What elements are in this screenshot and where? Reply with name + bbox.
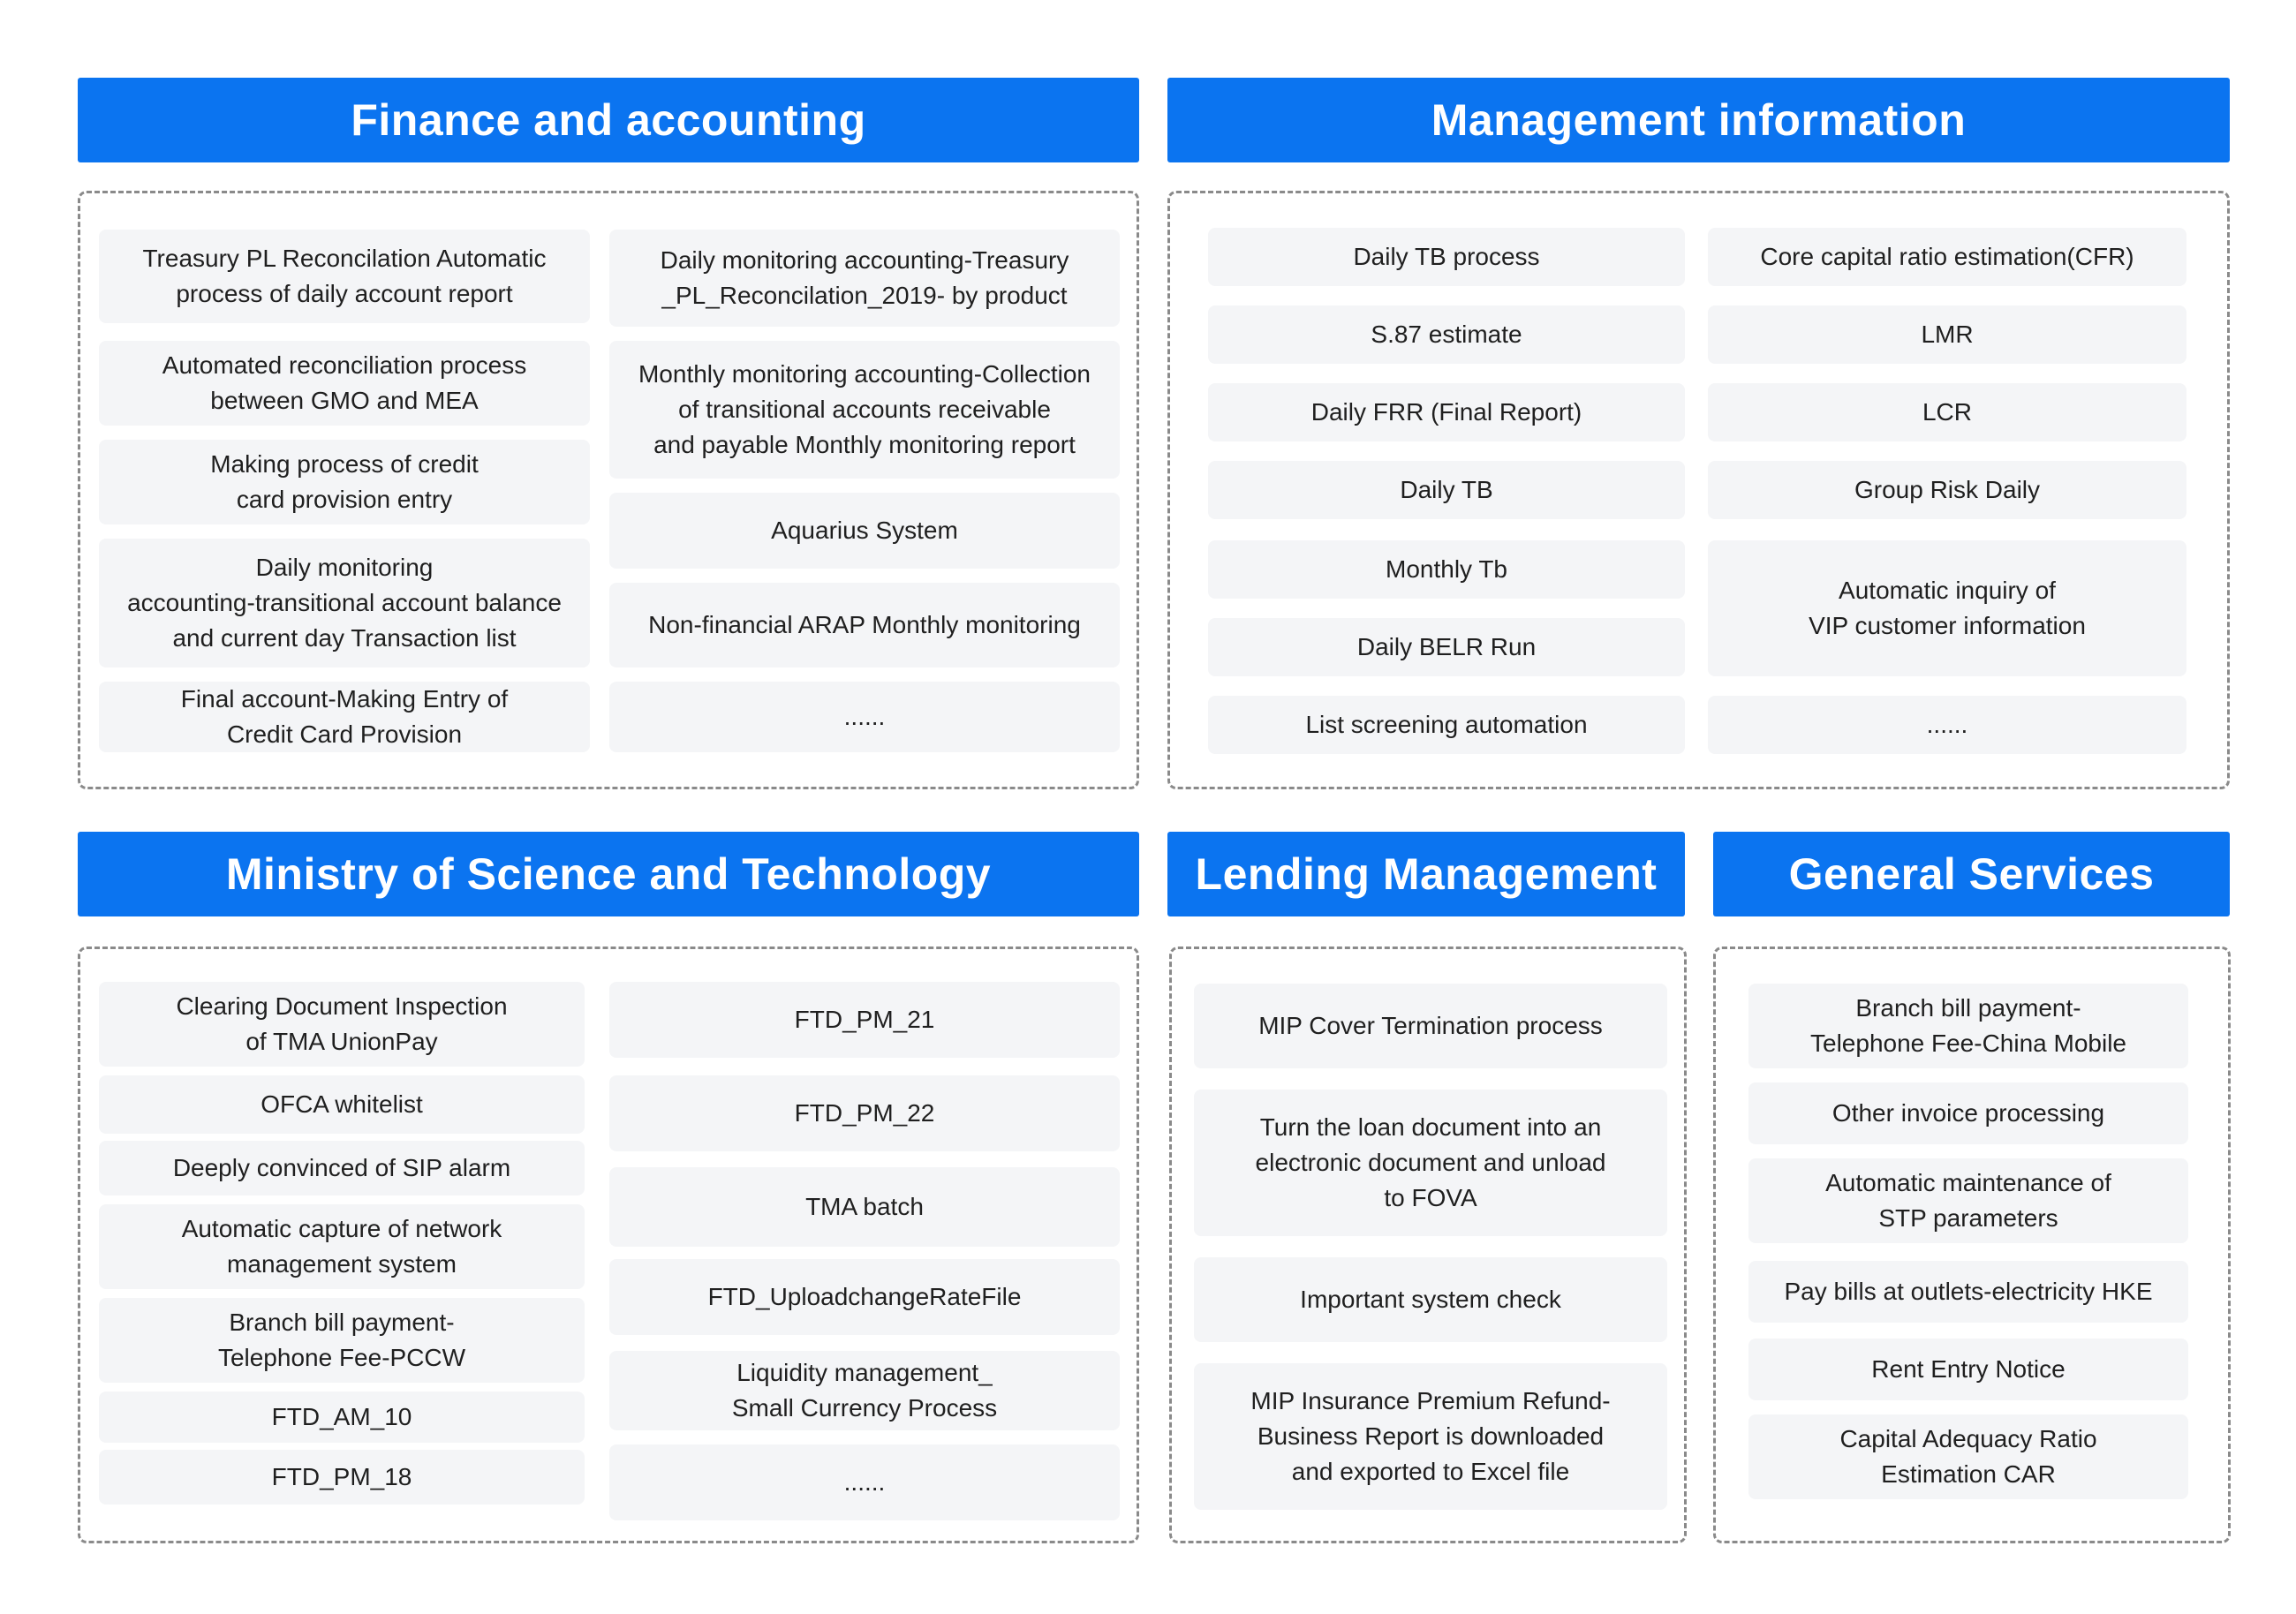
general-item: Pay bills at outlets-electricity HKE xyxy=(1748,1261,2188,1323)
general-item: Automatic maintenance of STP parameters xyxy=(1748,1158,2188,1243)
finance-item: Daily monitoring accounting-transitional account balance and current day Transaction list xyxy=(99,539,590,667)
finance-item: Treasury PL Reconcilation Automatic process of daily account report xyxy=(99,230,590,323)
management-item: List screening automation xyxy=(1208,696,1685,754)
lending-item: Turn the loan document into an electronic document and unload to FOVA xyxy=(1194,1090,1667,1236)
lending-header: Lending Management xyxy=(1167,832,1685,916)
ministry-item: FTD_PM_18 xyxy=(99,1450,585,1505)
general-item: Capital Adequacy Ratio Estimation CAR xyxy=(1748,1414,2188,1499)
general-item: Other invoice processing xyxy=(1748,1082,2188,1144)
management-item: LCR xyxy=(1708,383,2186,441)
management-item: Daily TB xyxy=(1208,461,1685,519)
lending-item: Important system check xyxy=(1194,1257,1667,1342)
management-item: S.87 estimate xyxy=(1208,305,1685,364)
management-item: Group Risk Daily xyxy=(1708,461,2186,519)
finance-item: ...... xyxy=(609,682,1120,752)
management-item: Daily FRR (Final Report) xyxy=(1208,383,1685,441)
ministry-item: Deeply convinced of SIP alarm xyxy=(99,1141,585,1195)
lending-item: MIP Cover Termination process xyxy=(1194,984,1667,1068)
finance-item: Making process of credit card provision entry xyxy=(99,440,590,524)
ministry-item: FTD_AM_10 xyxy=(99,1392,585,1443)
ministry-header: Ministry of Science and Technology xyxy=(78,832,1139,916)
management-item: Core capital ratio estimation(CFR) xyxy=(1708,228,2186,286)
general-header: General Services xyxy=(1713,832,2230,916)
finance-header: Finance and accounting xyxy=(78,78,1139,162)
ministry-item: FTD_UploadchangeRateFile xyxy=(609,1259,1120,1335)
ministry-item: Automatic capture of network management system xyxy=(99,1204,585,1289)
ministry-item: Clearing Document Inspection of TMA UnionPay xyxy=(99,982,585,1067)
general-item: Branch bill payment- Telephone Fee-China Mobile xyxy=(1748,984,2188,1068)
ministry-item: TMA batch xyxy=(609,1167,1120,1247)
general-item: Rent Entry Notice xyxy=(1748,1339,2188,1400)
ministry-item: OFCA whitelist xyxy=(99,1075,585,1134)
management-item: ...... xyxy=(1708,696,2186,754)
ministry-item: Branch bill payment- Telephone Fee-PCCW xyxy=(99,1298,585,1383)
finance-item: Aquarius System xyxy=(609,493,1120,569)
finance-item: Daily monitoring accounting-Treasury _PL_Reconcilation_2019- by product xyxy=(609,230,1120,327)
management-item: Monthly Tb xyxy=(1208,540,1685,599)
management-item: Daily TB process xyxy=(1208,228,1685,286)
ministry-item: Liquidity management_ Small Currency Process xyxy=(609,1351,1120,1430)
ministry-item: ...... xyxy=(609,1444,1120,1520)
management-item: LMR xyxy=(1708,305,2186,364)
ministry-item: FTD_PM_22 xyxy=(609,1075,1120,1151)
finance-item: Automated reconciliation process between GMO and MEA xyxy=(99,341,590,426)
lending-item: MIP Insurance Premium Refund- Business Report is downloaded and exported to Excel file xyxy=(1194,1363,1667,1510)
management-header: Management information xyxy=(1167,78,2230,162)
management-item: Automatic inquiry of VIP customer information xyxy=(1708,540,2186,676)
finance-item: Monthly monitoring accounting-Collection of transitional accounts receivable and payable Monthly monitoring report xyxy=(609,341,1120,479)
ministry-item: FTD_PM_21 xyxy=(609,982,1120,1058)
finance-item: Final account-Making Entry of Credit Card Provision xyxy=(99,682,590,752)
management-item: Daily BELR Run xyxy=(1208,618,1685,676)
finance-item: Non-financial ARAP Monthly monitoring xyxy=(609,583,1120,667)
